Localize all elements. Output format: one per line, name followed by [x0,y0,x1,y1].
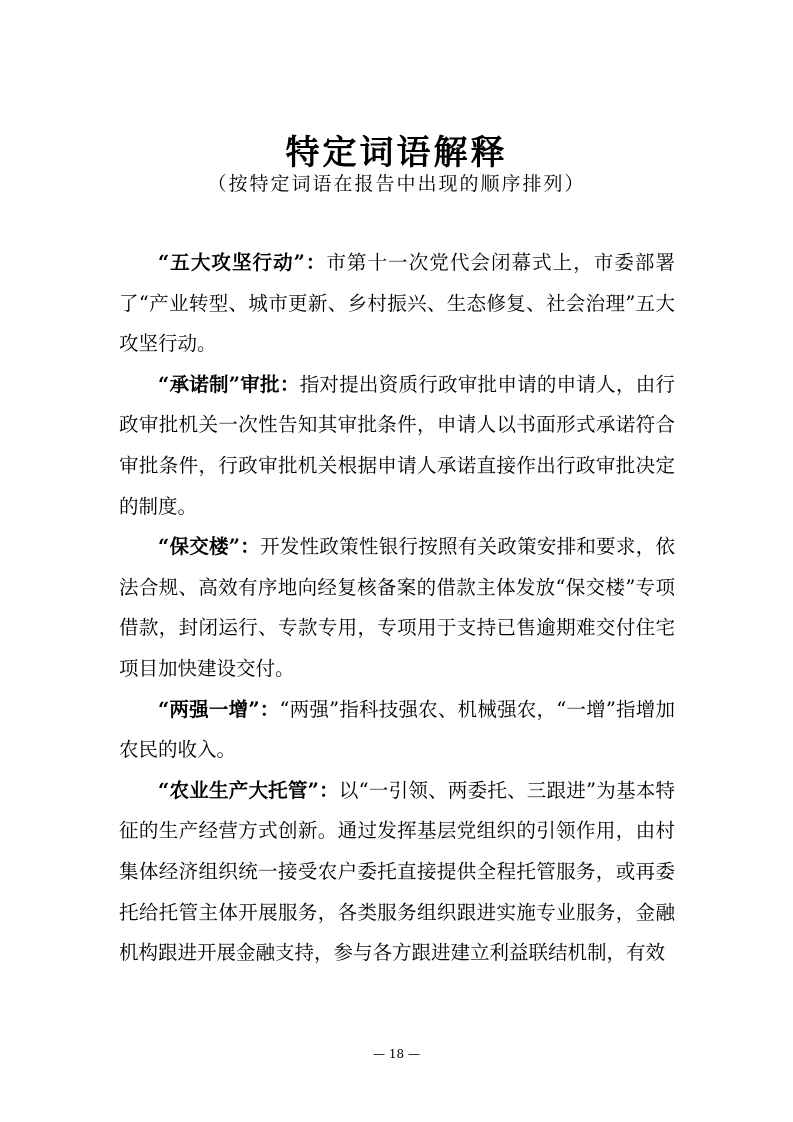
definition-entry-baojiaolou [119,527,675,689]
definition-entry-liangqiang [119,690,675,771]
definition-entry-wuda [119,243,675,365]
term-definition: 指对提出资质行政审批申请的申请人，由行政审批机关一次性告知其审批条件，申请人以书面形式承诺符合审批条件，行政审批机关根据申请人承诺直接作出行政审批决定的制度。 [119,372,675,518]
definition-entry-tuoguan [119,771,675,974]
page-title: 特定词语解释 [285,132,508,173]
page-number: — 18 — [373,1047,420,1061]
term-label: “承诺制”审批： [158,372,300,396]
term-definition: 以“一引领、两委托、三跟进”为基本特征的生产经营方式创新。通过发挥基层党组织的引领作用，由村集体经济组织统一接受农户委托直接提供全程托管服务，或再委托给托管主体开展服务，各类服务组织跟进实施专业服务，金融机构跟进开展金融支持，参与各方跟进建立利益联结机制，有效 [119,778,675,965]
term-label: “五大攻坚行动”： [158,251,327,274]
definitions-body [119,243,675,974]
term-label: “保交楼”： [158,535,261,559]
term-label: “农业生产大托管”： [158,778,339,802]
term-label: “两强一增”： [158,697,280,721]
term-definition: “两强”指科技强农、机械强农，“一增”指增加农民的收入。 [119,697,675,762]
definition-entry-chengnuozhi [119,365,675,527]
term-definition: 市第十一次党代会闭幕式上，市委部署了“产业转型、城市更新、乡村振兴、生态修复、社会治理”五大攻坚行动。 [119,251,675,356]
page-subtitle: （按特定词语在报告中出现的顺序排列） [207,173,586,195]
term-definition: 开发性政策性银行按照有关政策安排和要求，依法合规、高效有序地向经复核备案的借款主体发放“保交楼”专项借款，封闭运行、专款专用，专项用于支持已售逾期难交付住宅项目加快建设交付。 [119,535,675,680]
